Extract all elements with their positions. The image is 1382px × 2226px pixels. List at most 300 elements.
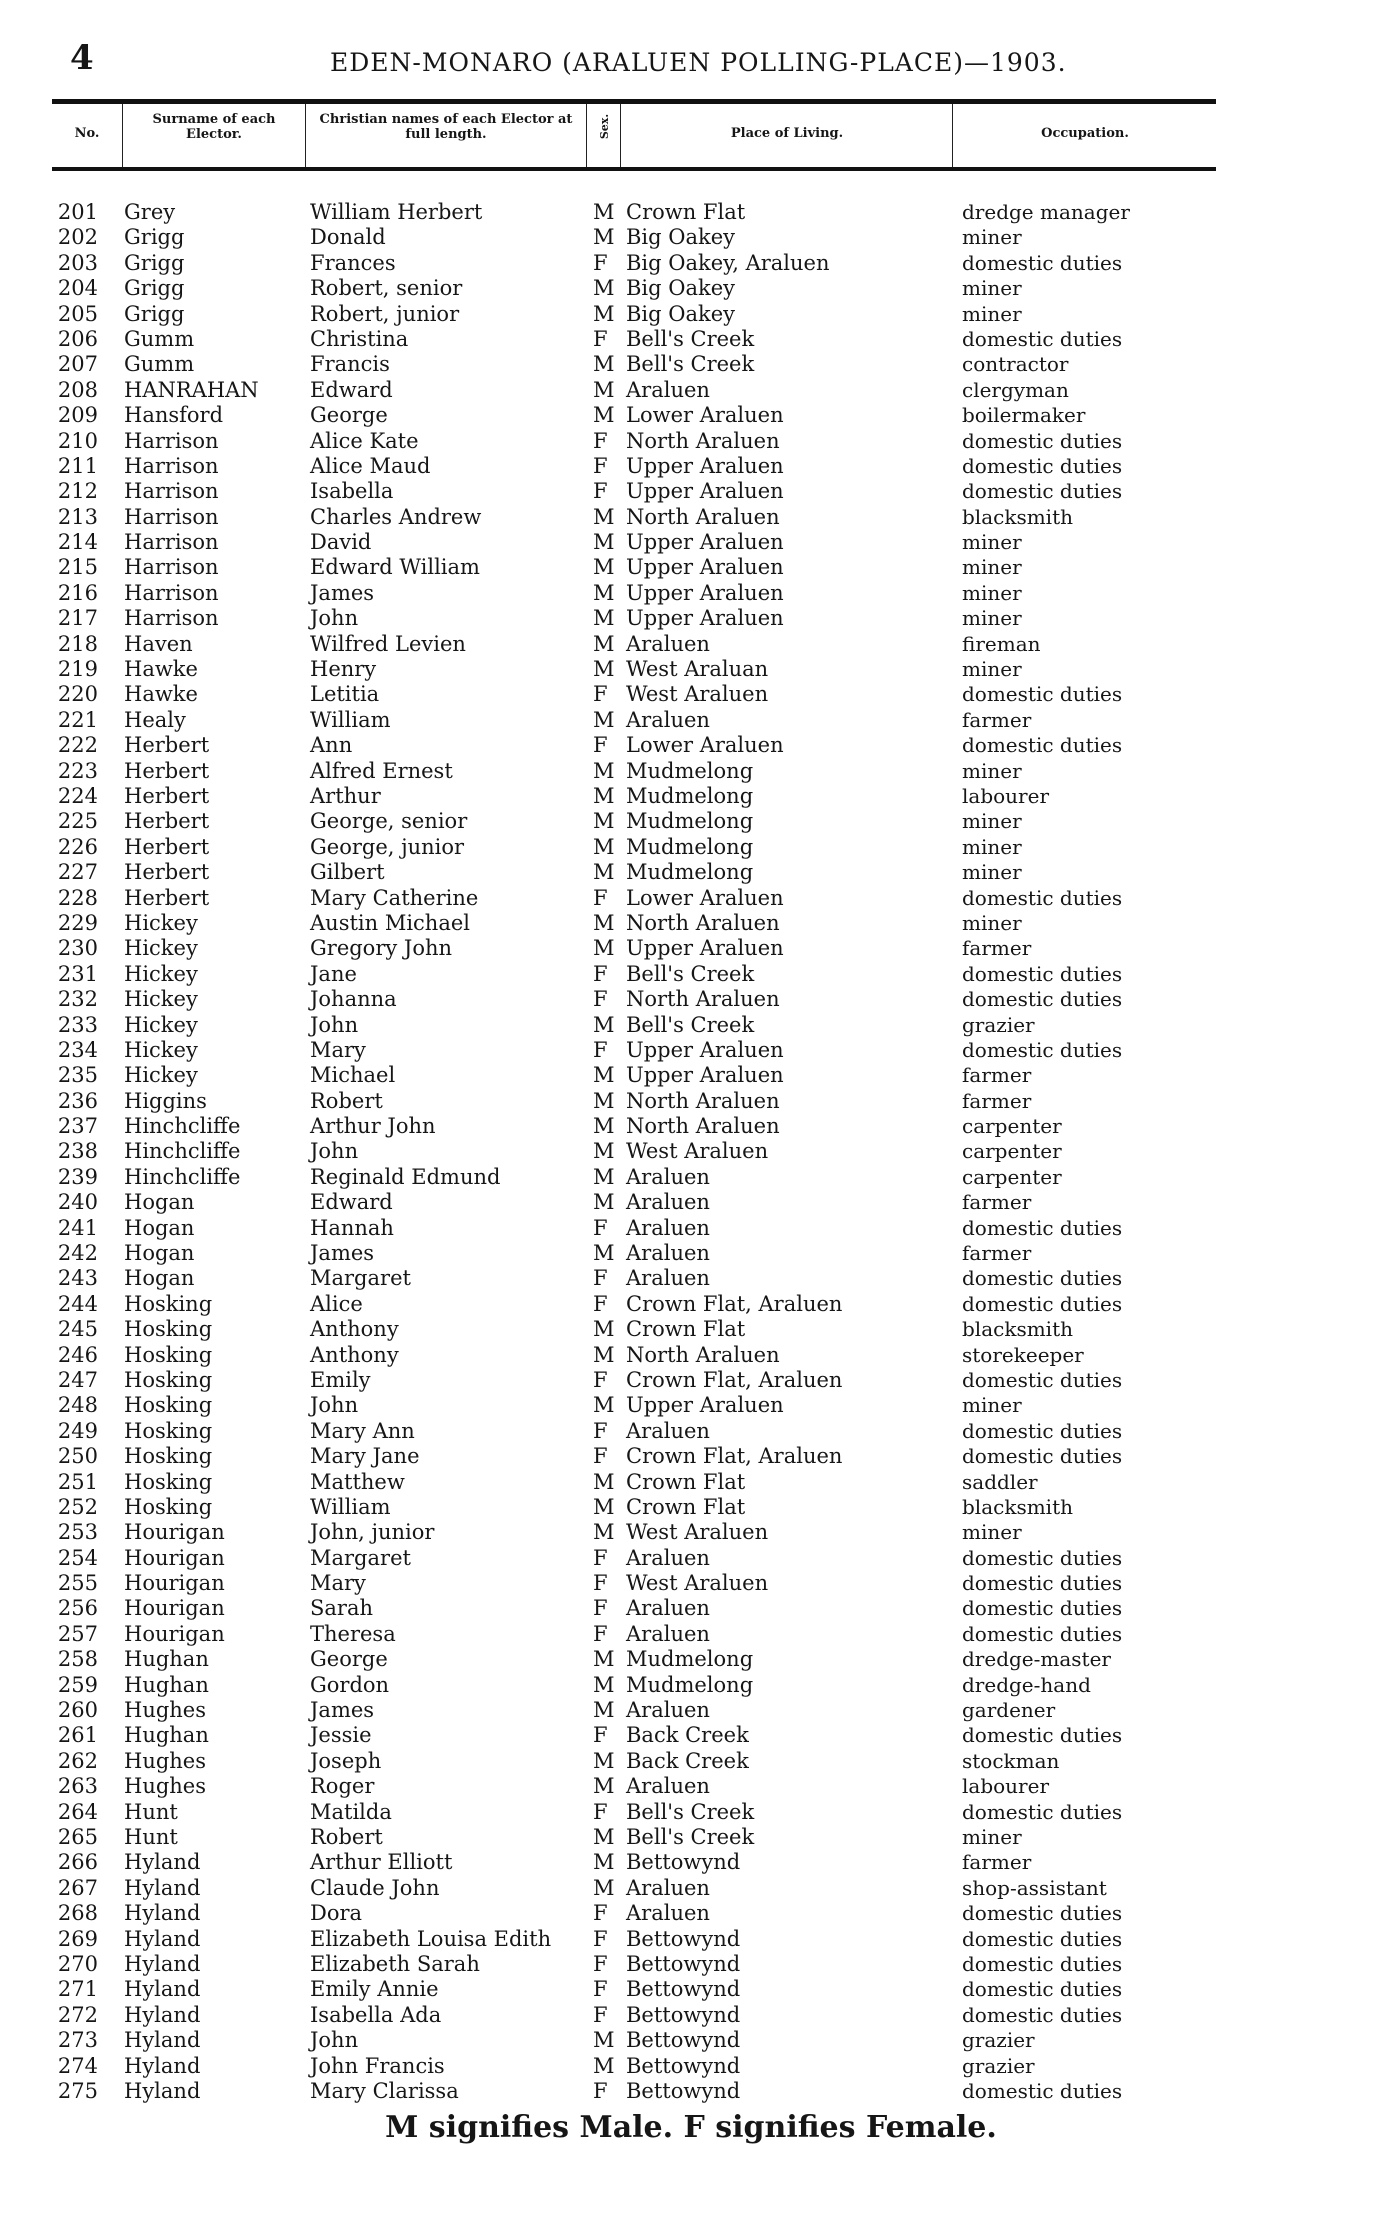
elector-place: Araluen [626, 1266, 710, 1291]
elector-sex: M [593, 225, 615, 250]
table-row [0, 936, 1382, 961]
elector-number: 247 [57, 1367, 98, 1392]
elector-surname: Hourigan [124, 1621, 225, 1646]
elector-occupation: domestic duties [962, 1215, 1123, 1240]
elector-number: 254 [57, 1545, 98, 1570]
elector-christian-names: Henry [310, 657, 377, 682]
elector-occupation: dredge-hand [962, 1672, 1091, 1697]
elector-place: Mudmelong [626, 834, 754, 859]
elector-number: 261 [57, 1723, 98, 1748]
table-row [0, 1266, 1382, 1291]
table-row [0, 1850, 1382, 1875]
elector-number: 228 [57, 885, 98, 910]
elector-occupation: miner [962, 1520, 1022, 1545]
elector-number: 226 [57, 834, 98, 859]
elector-number: 264 [57, 1799, 98, 1824]
table-row [0, 1749, 1382, 1774]
elector-christian-names: Alfred Ernest [310, 758, 453, 783]
elector-sex: M [593, 1393, 615, 1418]
elector-place: Bettowynd [626, 2078, 741, 2103]
elector-sex: M [593, 377, 615, 402]
elector-surname: Herbert [124, 783, 210, 808]
elector-number: 229 [57, 910, 98, 935]
elector-surname: Hickey [124, 910, 198, 935]
elector-occupation: miner [962, 225, 1022, 250]
table-row [0, 1520, 1382, 1545]
elector-surname: Harrison [124, 479, 219, 504]
elector-sex: M [593, 707, 615, 732]
elector-sex: M [593, 555, 615, 580]
elector-christian-names: Edward [310, 1190, 393, 1215]
elector-occupation: shop-assistant [962, 1875, 1107, 1900]
elector-number: 242 [57, 1241, 98, 1266]
elector-surname: Grigg [124, 276, 185, 301]
elector-place: Bell's Creek [626, 1012, 755, 1037]
elector-surname: Hughan [124, 1647, 209, 1672]
elector-sex: F [593, 885, 608, 910]
elector-number: 267 [57, 1875, 98, 1900]
elector-occupation: miner [962, 580, 1022, 605]
elector-place: Araluen [626, 1215, 710, 1240]
table-row [0, 1927, 1382, 1952]
elector-occupation: domestic duties [962, 1266, 1123, 1291]
elector-surname: Hyland [124, 1901, 201, 1926]
elector-occupation: domestic duties [962, 428, 1123, 453]
elector-place: Mudmelong [626, 758, 754, 783]
table-row [0, 1495, 1382, 1520]
table-row [0, 225, 1382, 250]
elector-number: 206 [57, 326, 98, 351]
table-row [0, 860, 1382, 885]
elector-number: 275 [57, 2078, 98, 2103]
elector-sex: F [593, 1037, 608, 1062]
elector-sex: M [593, 834, 615, 859]
page-title: EDEN-MONARO (ARALUEN POLLING-PLACE)—1903. [330, 48, 1067, 77]
elector-occupation: blacksmith [962, 504, 1073, 529]
header-top-rule [52, 99, 1216, 104]
elector-occupation: farmer [962, 1088, 1032, 1113]
elector-sex: M [593, 1088, 615, 1113]
elector-number: 238 [57, 1139, 98, 1164]
table-row [0, 1723, 1382, 1748]
table-row [0, 200, 1382, 225]
elector-surname: Grigg [124, 250, 185, 275]
elector-place: Upper Araluen [626, 530, 784, 555]
elector-christian-names: Isabella [310, 479, 394, 504]
elector-sex: M [593, 1748, 615, 1773]
elector-number: 263 [57, 1774, 98, 1799]
elector-occupation: grazier [962, 2053, 1035, 2078]
elector-place: Bettowynd [626, 1977, 741, 2002]
elector-occupation: miner [962, 834, 1022, 859]
elector-occupation: domestic duties [962, 961, 1123, 986]
elector-place: Mudmelong [626, 1672, 754, 1697]
elector-sex: F [593, 987, 608, 1012]
table-row [0, 1571, 1382, 1596]
elector-occupation: saddler [962, 1469, 1038, 1494]
elector-christian-names: John [310, 1393, 359, 1418]
elector-sex: F [593, 682, 608, 707]
elector-surname: Hosking [124, 1393, 213, 1418]
header-surname: Surname of each Elector. [152, 112, 276, 142]
elector-sex: M [593, 301, 615, 326]
elector-place: Bettowynd [626, 1951, 741, 1976]
elector-sex: M [593, 530, 615, 555]
table-row [0, 1470, 1382, 1495]
elector-surname: Grey [124, 200, 176, 224]
elector-sex: M [593, 1494, 615, 1519]
table-row [0, 809, 1382, 834]
header-christian-names: Christian names of each Elector at full length. [319, 112, 573, 142]
elector-occupation: domestic duties [962, 1926, 1123, 1951]
elector-sex: M [593, 1241, 615, 1266]
table-row [0, 708, 1382, 733]
table-row [0, 606, 1382, 631]
elector-occupation: domestic duties [962, 1291, 1123, 1316]
elector-surname: Harrison [124, 580, 219, 605]
elector-number: 246 [57, 1342, 98, 1367]
elector-christian-names: Austin Michael [310, 910, 470, 935]
elector-sex: F [593, 1723, 608, 1748]
table-row [0, 1419, 1382, 1444]
elector-christian-names: Gilbert [310, 860, 385, 885]
elector-place: Upper Araluen [626, 1037, 784, 1062]
elector-place: Araluen [626, 1164, 710, 1189]
elector-surname: Harrison [124, 606, 219, 631]
table-row [0, 733, 1382, 758]
elector-occupation: domestic duties [962, 326, 1123, 351]
table-row [0, 1977, 1382, 2002]
elector-number: 217 [57, 606, 98, 631]
table-row [0, 505, 1382, 530]
elector-occupation: miner [962, 910, 1022, 935]
header-no: No. [74, 126, 100, 141]
elector-number: 257 [57, 1621, 98, 1646]
table-row [0, 682, 1382, 707]
elector-christian-names: Alice [310, 1291, 363, 1316]
elector-surname: Hyland [124, 2078, 201, 2103]
elector-place: Araluen [626, 1621, 710, 1646]
table-row [0, 327, 1382, 352]
table-row [0, 302, 1382, 327]
elector-number: 240 [57, 1190, 98, 1215]
elector-christian-names: George [310, 1647, 388, 1672]
elector-surname: Hunt [124, 1825, 178, 1849]
elector-sex: F [593, 1291, 608, 1316]
elector-christian-names: Mary Catherine [310, 885, 479, 910]
table-row [0, 530, 1382, 555]
elector-place: West Araluen [626, 1139, 769, 1164]
elector-number: 225 [57, 809, 98, 834]
elector-place: West Araluen [626, 682, 769, 707]
elector-number: 259 [57, 1672, 98, 1697]
table-row [0, 886, 1382, 911]
elector-surname: Harrison [124, 428, 219, 453]
elector-place: Mudmelong [626, 1647, 754, 1672]
elector-christian-names: Matilda [310, 1799, 392, 1824]
page-number: 4 [70, 38, 94, 78]
elector-occupation: clergyman [962, 377, 1069, 402]
elector-place: Crown Flat, Araluen [626, 1367, 843, 1392]
elector-surname: Hyland [124, 2002, 201, 2027]
elector-sex: M [593, 1317, 615, 1342]
elector-sex: M [593, 1114, 615, 1139]
elector-christian-names: Mary Jane [310, 1444, 420, 1469]
elector-occupation: blacksmith [962, 1317, 1073, 1342]
elector-sex: F [593, 2002, 608, 2027]
elector-christian-names: Sarah [310, 1596, 373, 1621]
elector-christian-names: Emily [310, 1367, 371, 1392]
table-row [0, 2054, 1382, 2079]
table-row [0, 429, 1382, 454]
elector-sex: M [593, 758, 615, 783]
elector-number: 266 [57, 1850, 98, 1875]
elector-place: North Araluen [626, 910, 780, 935]
elector-christian-names: Francis [310, 352, 390, 377]
elector-occupation: miner [962, 809, 1022, 834]
elector-place: Upper Araluen [626, 606, 784, 631]
elector-occupation: miner [962, 657, 1022, 682]
elector-number: 223 [57, 758, 98, 783]
elector-number: 271 [57, 1977, 98, 2002]
sex-legend-footer: M signifies Male. F signifies Female. [385, 2110, 997, 2145]
elector-surname: Grigg [124, 225, 185, 250]
elector-christian-names: Emily Annie [310, 1977, 439, 2002]
elector-place: Lower Araluen [626, 733, 784, 758]
elector-christian-names: Mary [310, 1571, 366, 1596]
elector-occupation: domestic duties [962, 1367, 1123, 1392]
elector-surname: Herbert [124, 809, 210, 834]
elector-sex: F [593, 1901, 608, 1926]
elector-place: Bell's Creek [626, 326, 755, 351]
elector-place: Big Oakey, Araluen [626, 250, 830, 275]
elector-surname: Herbert [124, 758, 210, 783]
elector-christian-names: Wilfred Levien [310, 631, 466, 656]
elector-place: Mudmelong [626, 809, 754, 834]
elector-place: Bettowynd [626, 2028, 741, 2053]
elector-occupation: carpenter [962, 1139, 1062, 1164]
elector-christian-names: James [310, 580, 375, 605]
elector-surname: Hickey [124, 1012, 198, 1037]
elector-number: 214 [57, 530, 98, 555]
elector-surname: Harrison [124, 453, 219, 478]
elector-sex: F [593, 250, 608, 275]
elector-christian-names: John [310, 1012, 359, 1037]
elector-surname: Hickey [124, 987, 198, 1012]
table-row [0, 378, 1382, 403]
elector-place: Bettowynd [626, 1850, 741, 1875]
elector-number: 208 [57, 377, 98, 402]
elector-occupation: farmer [962, 1063, 1032, 1088]
elector-surname: Harrison [124, 504, 219, 529]
elector-sex: M [593, 1342, 615, 1367]
elector-surname: Herbert [124, 733, 210, 758]
elector-christian-names: John [310, 1139, 359, 1164]
table-row [0, 1368, 1382, 1393]
elector-sex: M [593, 580, 615, 605]
elector-place: Crown Flat [626, 1469, 746, 1494]
table-row [0, 1698, 1382, 1723]
elector-surname: Hourigan [124, 1545, 225, 1570]
elector-occupation: gardener [962, 1698, 1056, 1723]
elector-number: 205 [57, 301, 98, 326]
elector-occupation: contractor [962, 352, 1069, 377]
elector-sex: M [593, 2028, 615, 2053]
elector-christian-names: Elizabeth Louisa Edith [310, 1926, 552, 1951]
elector-christian-names: George, junior [310, 834, 465, 859]
elector-occupation: stockman [962, 1748, 1060, 1773]
elector-occupation: carpenter [962, 1114, 1062, 1139]
elector-occupation: miner [962, 555, 1022, 580]
elector-number: 239 [57, 1164, 98, 1189]
elector-number: 204 [57, 276, 98, 301]
elector-surname: Haven [124, 631, 193, 656]
header-occupation: Occupation. [1041, 126, 1129, 141]
elector-sex: M [593, 1469, 615, 1494]
elector-sex: M [593, 1520, 615, 1545]
elector-number: 203 [57, 250, 98, 275]
elector-occupation: farmer [962, 707, 1032, 732]
table-row [0, 1876, 1382, 1901]
elector-occupation: domestic duties [962, 1037, 1123, 1062]
elector-surname: Hosking [124, 1342, 213, 1367]
elector-surname: Hosking [124, 1317, 213, 1342]
elector-number: 251 [57, 1469, 98, 1494]
elector-surname: Hawke [124, 657, 198, 682]
elector-christian-names: Robert, senior [310, 276, 463, 301]
table-row [0, 352, 1382, 377]
elector-surname: Grigg [124, 301, 185, 326]
elector-occupation: domestic duties [962, 453, 1123, 478]
elector-surname: Hogan [124, 1241, 195, 1266]
elector-place: North Araluen [626, 987, 780, 1012]
elector-surname: Hawke [124, 682, 198, 707]
elector-sex: M [593, 1850, 615, 1875]
elector-surname: Hogan [124, 1266, 195, 1291]
elector-sex: F [593, 1418, 608, 1443]
elector-number: 216 [57, 580, 98, 605]
elector-occupation: farmer [962, 936, 1032, 961]
elector-occupation: miner [962, 1825, 1022, 1849]
elector-christian-names: Dora [310, 1901, 363, 1926]
elector-place: North Araluen [626, 1088, 780, 1113]
elector-surname: Hosking [124, 1494, 213, 1519]
elector-number: 270 [57, 1951, 98, 1976]
elector-place: Upper Araluen [626, 453, 784, 478]
elector-occupation: miner [962, 276, 1022, 301]
elector-sex: F [593, 1444, 608, 1469]
elector-sex: F [593, 479, 608, 504]
elector-surname: Herbert [124, 885, 210, 910]
elector-sex: F [593, 1215, 608, 1240]
elector-surname: Hughan [124, 1723, 209, 1748]
elector-surname: HANRAHAN [124, 377, 259, 402]
elector-place: Araluen [626, 1774, 710, 1799]
elector-christian-names: James [310, 1241, 375, 1266]
elector-occupation: boilermaker [962, 403, 1086, 428]
elector-number: 258 [57, 1647, 98, 1672]
elector-occupation: domestic duties [962, 885, 1123, 910]
column-divider [952, 104, 953, 168]
elector-surname: Herbert [124, 834, 210, 859]
table-row [0, 454, 1382, 479]
table-row [0, 1241, 1382, 1266]
elector-sex: M [593, 1672, 615, 1697]
table-row [0, 1647, 1382, 1672]
elector-number: 274 [57, 2053, 98, 2078]
table-row [0, 1673, 1382, 1698]
elector-christian-names: Jessie [310, 1723, 372, 1748]
elector-place: Araluen [626, 1596, 710, 1621]
elector-surname: Hosking [124, 1444, 213, 1469]
elector-place: Crown Flat [626, 200, 746, 224]
elector-surname: Healy [124, 707, 186, 732]
elector-number: 211 [57, 453, 98, 478]
elector-christian-names: Arthur John [310, 1114, 436, 1139]
elector-occupation: dredge manager [962, 200, 1130, 224]
elector-number: 202 [57, 225, 98, 250]
elector-christian-names: John Francis [310, 2053, 445, 2078]
elector-number: 245 [57, 1317, 98, 1342]
elector-sex: F [593, 1545, 608, 1570]
elector-surname: Herbert [124, 860, 210, 885]
elector-number: 260 [57, 1698, 98, 1723]
elector-surname: Hickey [124, 961, 198, 986]
elector-sex: F [593, 1571, 608, 1596]
elector-number: 235 [57, 1063, 98, 1088]
elector-number: 213 [57, 504, 98, 529]
elector-sex: F [593, 453, 608, 478]
elector-christian-names: Michael [310, 1063, 396, 1088]
elector-place: Upper Araluen [626, 1393, 784, 1418]
elector-occupation: miner [962, 301, 1022, 326]
elector-place: Bettowynd [626, 2002, 741, 2027]
elector-sex: M [593, 860, 615, 885]
table-row [0, 1216, 1382, 1241]
header-place: Place of Living. [730, 126, 844, 141]
elector-surname: Hinchcliffe [124, 1164, 241, 1189]
table-row [0, 1317, 1382, 1342]
elector-occupation: farmer [962, 1190, 1032, 1215]
elector-sex: M [593, 783, 615, 808]
elector-surname: Hughan [124, 1672, 209, 1697]
table-row [0, 1139, 1382, 1164]
table-row [0, 403, 1382, 428]
elector-occupation: domestic duties [962, 1571, 1123, 1596]
elector-occupation: carpenter [962, 1164, 1062, 1189]
elector-number: 224 [57, 783, 98, 808]
elector-sex: M [593, 631, 615, 656]
elector-christian-names: Alice Maud [310, 453, 431, 478]
elector-number: 221 [57, 707, 98, 732]
elector-christian-names: Arthur Elliott [310, 1850, 453, 1875]
elector-sex: M [593, 276, 615, 301]
elector-christian-names: Edward William [310, 555, 480, 580]
table-row [0, 1165, 1382, 1190]
elector-christian-names: Frances [310, 250, 396, 275]
elector-christian-names: Jane [310, 961, 357, 986]
elector-surname: Hickey [124, 1037, 198, 1062]
column-divider [620, 104, 621, 168]
elector-occupation: miner [962, 758, 1022, 783]
elector-christian-names: Mary Ann [310, 1418, 415, 1443]
elector-number: 241 [57, 1215, 98, 1240]
elector-christian-names: Reginald Edmund [310, 1164, 501, 1189]
elector-sex: M [593, 1647, 615, 1672]
elector-number: 250 [57, 1444, 98, 1469]
table-row [0, 479, 1382, 504]
elector-place: Crown Flat, Araluen [626, 1444, 843, 1469]
